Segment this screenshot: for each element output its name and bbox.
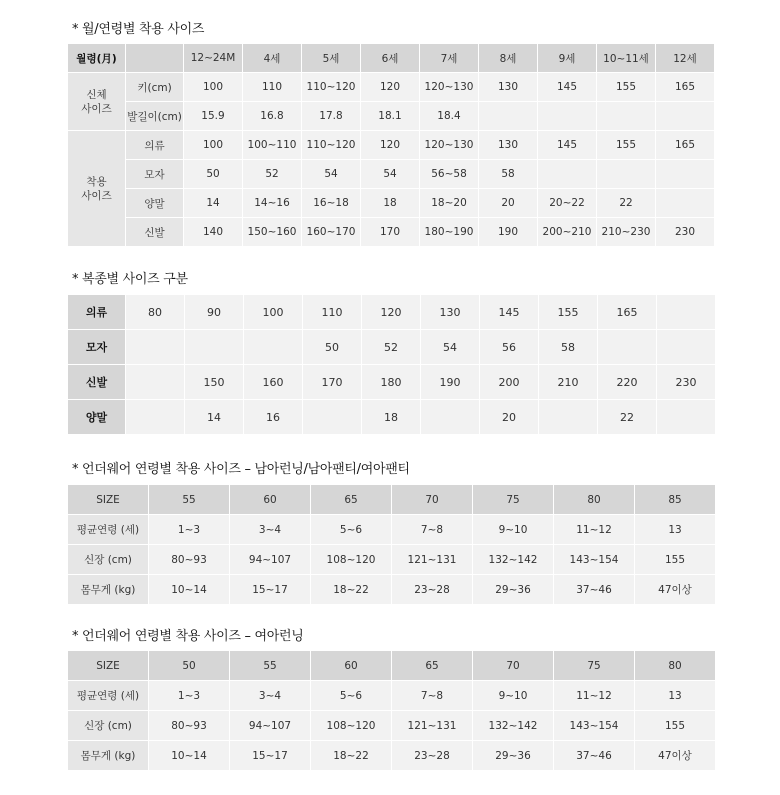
table-row [68,218,715,247]
table-cell [597,102,656,131]
row-label: 모자 [68,330,126,365]
header-cell: 12세 [656,44,715,73]
table-cell: 1~3 [149,515,230,545]
row-label: 신발 [126,218,184,247]
table-cell: 170 [303,365,362,400]
table-cell: 15.9 [184,102,243,131]
table-cell: 160~170 [302,218,361,247]
table-cell: 200 [480,365,539,400]
table-cell: 47이상 [635,741,716,771]
header-label: 월령(月) [68,44,126,73]
table-cell: 58 [479,160,538,189]
table-cell: 155 [539,295,598,330]
table-cell: 16~18 [302,189,361,218]
table-cell: 52 [362,330,421,365]
header-label: SIZE [68,485,149,515]
table-cell: 190 [421,365,480,400]
row-label: 몸무게 (kg) [68,575,149,605]
table-cell [538,102,597,131]
table-cell: 5~6 [311,681,392,711]
table-cell: 37~46 [554,741,635,771]
table-cell: 110~120 [302,131,361,160]
table-cell: 20 [479,189,538,218]
header-cell: 7세 [420,44,479,73]
table-cell: 120~130 [420,131,479,160]
table-cell: 56 [480,330,539,365]
table-cell: 5~6 [311,515,392,545]
header-cell: 60 [230,485,311,515]
table-cell: 16 [244,400,303,435]
table-cell: 54 [302,160,361,189]
table-cell: 145 [480,295,539,330]
table-cell [656,160,715,189]
section-title-underwear-boys: * 언더웨어 연령별 착용 사이즈 – 남아런닝/남아팬티/여아팬티 [72,462,410,477]
table-cell: 143~154 [554,711,635,741]
table-cell: 120 [361,73,420,102]
table-cell: 145 [538,131,597,160]
table-cell: 80 [126,295,185,330]
section-title-garment-size: * 복종별 사이즈 구분 [72,272,188,287]
header-cell: 75 [554,651,635,681]
table-cell: 200~210 [538,218,597,247]
table-cell [538,160,597,189]
table-cell: 100 [184,131,243,160]
table-cell: 29~36 [473,575,554,605]
table-cell: 80~93 [149,711,230,741]
table-cell: 90 [185,295,244,330]
table-cell [421,400,480,435]
age-size-table [67,43,715,247]
table-cell: 18~22 [311,741,392,771]
table-cell: 160 [244,365,303,400]
table-cell: 18~20 [420,189,479,218]
header-cell: 80 [635,651,716,681]
table-cell: 121~131 [392,711,473,741]
table-cell: 1~3 [149,681,230,711]
table-cell: 16.8 [243,102,302,131]
table-cell: 100~110 [243,131,302,160]
table-row [68,400,716,435]
table-cell: 180 [362,365,421,400]
table-cell: 29~36 [473,741,554,771]
table-cell: 20 [480,400,539,435]
header-cell: 55 [230,651,311,681]
table-cell: 190 [479,218,538,247]
table-cell: 130 [479,73,538,102]
table-cell: 11~12 [554,681,635,711]
table-cell: 10~14 [149,741,230,771]
table-cell: 100 [184,73,243,102]
table-cell: 22 [598,400,657,435]
table-cell: 94~107 [230,545,311,575]
table-cell: 155 [597,131,656,160]
table-cell: 130 [479,131,538,160]
table-cell: 18.1 [361,102,420,131]
table-cell [539,400,598,435]
table-cell: 10~14 [149,575,230,605]
row-label: 평균연령 (세) [68,515,149,545]
header-blank [126,44,184,73]
table-cell: 23~28 [392,575,473,605]
table-cell: 150 [185,365,244,400]
table-row [68,102,715,131]
table-cell [126,330,185,365]
table-cell: 165 [656,131,715,160]
table-cell: 143~154 [554,545,635,575]
header-cell: 65 [392,651,473,681]
table-cell: 18~22 [311,575,392,605]
table-cell [657,400,716,435]
table-row [68,681,716,711]
header-cell: 4세 [243,44,302,73]
table-cell [126,400,185,435]
header-label: SIZE [68,651,149,681]
table-row [68,545,716,575]
table-cell: 165 [598,295,657,330]
section-title-underwear-girls: * 언더웨어 연령별 착용 사이즈 – 여아런닝 [72,629,304,644]
table-cell: 11~12 [554,515,635,545]
group-label-body-size: 신체 사이즈 [68,73,126,131]
header-cell: 10~11세 [597,44,656,73]
row-label: 신발 [68,365,126,400]
table-row [68,73,715,102]
table-cell: 220 [598,365,657,400]
table-cell: 50 [303,330,362,365]
table-cell [126,365,185,400]
header-cell: 60 [311,651,392,681]
row-label: 키(cm) [126,73,184,102]
table-cell: 120 [362,295,421,330]
row-label: 의류 [68,295,126,330]
header-cell: 12~24M [184,44,243,73]
table-cell: 121~131 [392,545,473,575]
table-cell: 14~16 [243,189,302,218]
table-cell [597,160,656,189]
row-label: 모자 [126,160,184,189]
table-cell: 140 [184,218,243,247]
table-cell: 54 [361,160,420,189]
header-cell: 55 [149,485,230,515]
table-cell: 155 [635,711,716,741]
table-cell: 18.4 [420,102,479,131]
table-cell: 230 [657,365,716,400]
underwear-size-table-2 [67,650,716,771]
table-cell [244,330,303,365]
table-cell [598,330,657,365]
table-cell: 150~160 [243,218,302,247]
table-cell [185,330,244,365]
table-cell: 9~10 [473,681,554,711]
row-label: 양말 [68,400,126,435]
table-cell: 94~107 [230,711,311,741]
table-row [68,741,716,771]
underwear-size-table-1 [67,484,716,605]
table-cell: 18 [362,400,421,435]
table-cell: 47이상 [635,575,716,605]
header-cell: 9세 [538,44,597,73]
row-label: 발길이(cm) [126,102,184,131]
header-cell: 50 [149,651,230,681]
table-cell: 110~120 [302,73,361,102]
header-cell: 85 [635,485,716,515]
header-cell: 80 [554,485,635,515]
header-cell: 6세 [361,44,420,73]
table-cell: 13 [635,681,716,711]
table-cell: 58 [539,330,598,365]
table-cell: 20~22 [538,189,597,218]
table-cell: 3~4 [230,515,311,545]
table-cell: 210~230 [597,218,656,247]
table-cell: 9~10 [473,515,554,545]
table-row [68,295,716,330]
table-row [68,189,715,218]
table-cell: 180~190 [420,218,479,247]
table-cell [656,189,715,218]
row-label: 신장 (cm) [68,711,149,741]
table-cell: 145 [538,73,597,102]
table-cell: 108~120 [311,711,392,741]
table-cell [657,330,716,365]
table-cell: 110 [303,295,362,330]
table-header-row [68,44,715,73]
header-cell: 75 [473,485,554,515]
header-cell: 5세 [302,44,361,73]
table-cell: 120 [361,131,420,160]
table-cell: 54 [421,330,480,365]
table-cell: 155 [635,545,716,575]
table-cell: 23~28 [392,741,473,771]
table-header-row [68,485,716,515]
table-cell: 22 [597,189,656,218]
table-cell: 230 [656,218,715,247]
group-label-wear-size: 착용 사이즈 [68,131,126,247]
table-cell: 170 [361,218,420,247]
table-cell [657,295,716,330]
garment-size-table [67,294,716,435]
row-label: 의류 [126,131,184,160]
table-cell: 7~8 [392,681,473,711]
table-cell: 132~142 [473,711,554,741]
table-cell: 15~17 [230,741,311,771]
table-row [68,515,716,545]
table-row [68,365,716,400]
header-cell: 65 [311,485,392,515]
table-cell: 3~4 [230,681,311,711]
table-cell: 132~142 [473,545,554,575]
header-cell: 70 [473,651,554,681]
table-cell: 17.8 [302,102,361,131]
table-row [68,160,715,189]
table-cell: 165 [656,73,715,102]
table-cell: 15~17 [230,575,311,605]
row-label: 몸무게 (kg) [68,741,149,771]
table-cell: 108~120 [311,545,392,575]
table-cell: 37~46 [554,575,635,605]
table-header-row [68,651,716,681]
table-row [68,131,715,160]
table-cell [656,102,715,131]
table-cell: 210 [539,365,598,400]
table-cell: 80~93 [149,545,230,575]
table-cell: 7~8 [392,515,473,545]
table-cell: 52 [243,160,302,189]
table-cell: 130 [421,295,480,330]
table-cell: 155 [597,73,656,102]
row-label: 평균연령 (세) [68,681,149,711]
row-label: 신장 (cm) [68,545,149,575]
table-cell: 18 [361,189,420,218]
table-cell: 13 [635,515,716,545]
table-row [68,711,716,741]
table-cell: 14 [185,400,244,435]
header-cell: 8세 [479,44,538,73]
section-title-age-size: * 월/연령별 착용 사이즈 [72,22,205,37]
table-cell: 120~130 [420,73,479,102]
table-cell: 50 [184,160,243,189]
table-cell [303,400,362,435]
table-cell: 14 [184,189,243,218]
table-cell: 56~58 [420,160,479,189]
table-cell [479,102,538,131]
row-label: 양말 [126,189,184,218]
table-row [68,575,716,605]
table-row [68,330,716,365]
table-cell: 100 [244,295,303,330]
header-cell: 70 [392,485,473,515]
table-cell: 110 [243,73,302,102]
